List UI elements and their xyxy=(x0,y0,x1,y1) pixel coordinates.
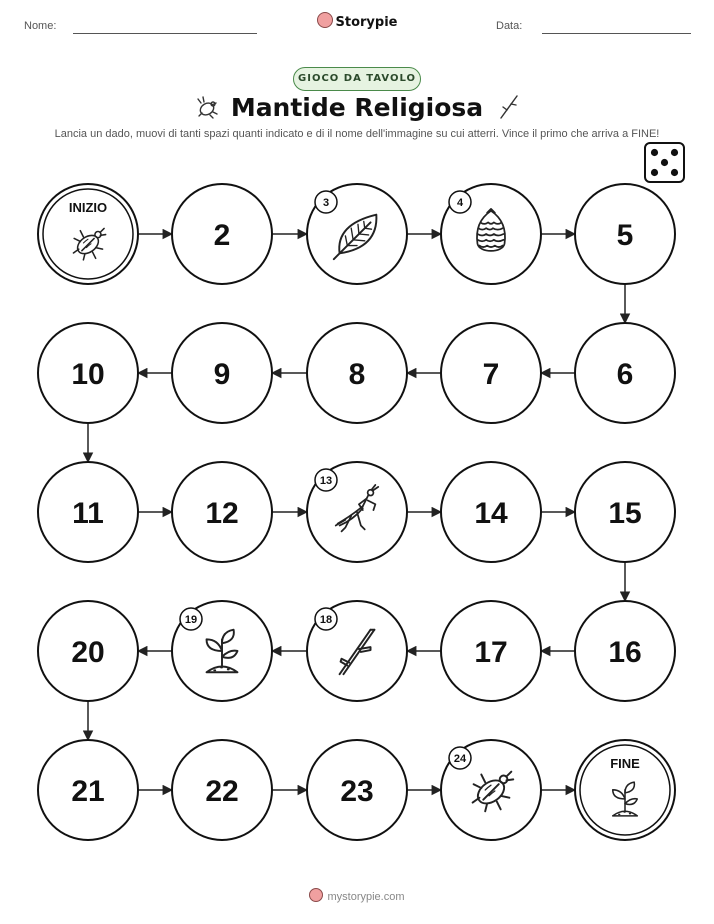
page-title-text: Mantide Religiosa xyxy=(230,93,484,122)
dice-pip xyxy=(671,149,678,156)
space-number: 8 xyxy=(348,358,366,391)
footer-link[interactable]: mystorypie.com xyxy=(327,891,405,903)
board-space-12[interactable] xyxy=(172,462,272,562)
space-number: 18 xyxy=(319,614,333,626)
board-space-16[interactable] xyxy=(575,601,675,701)
board-space-10[interactable] xyxy=(38,323,138,423)
space-number: 24 xyxy=(453,753,467,765)
board-space-17[interactable] xyxy=(441,601,541,701)
board-space-22[interactable] xyxy=(172,740,272,840)
dice-pip xyxy=(651,169,658,176)
space-number: 17 xyxy=(474,636,508,669)
board-space-5[interactable] xyxy=(575,184,675,284)
board-space-13[interactable] xyxy=(307,462,407,562)
space-number: 9 xyxy=(213,358,231,391)
space-number: 11 xyxy=(72,497,104,530)
space-number: 6 xyxy=(616,358,634,391)
board-space-18[interactable] xyxy=(307,601,407,701)
board-space-3[interactable] xyxy=(307,184,407,284)
space-number: 20 xyxy=(71,636,105,669)
board-space-11[interactable] xyxy=(38,462,138,562)
board-space-20[interactable] xyxy=(38,601,138,701)
space-number: 12 xyxy=(205,497,239,530)
board-space-4[interactable] xyxy=(441,184,541,284)
finish-space[interactable] xyxy=(575,740,675,840)
board-space-19[interactable] xyxy=(172,601,272,701)
dice-icon[interactable] xyxy=(645,143,684,182)
board-space-14[interactable] xyxy=(441,462,541,562)
space-number: 21 xyxy=(71,775,105,808)
board-space-8[interactable] xyxy=(307,323,407,423)
board-space-7[interactable] xyxy=(441,323,541,423)
board-space-15[interactable] xyxy=(575,462,675,562)
space-number: 4 xyxy=(456,197,464,209)
category-badge: GIOCO DA TAVOLO xyxy=(293,67,421,91)
space-number: 15 xyxy=(608,497,642,530)
brand-name: Storypie xyxy=(335,15,398,30)
board-space-2[interactable] xyxy=(172,184,272,284)
dice-pip xyxy=(651,149,658,156)
board-spaces xyxy=(38,184,675,840)
board-space-6[interactable] xyxy=(575,323,675,423)
finish-label: FINE xyxy=(610,756,640,771)
space-number: 7 xyxy=(482,358,500,391)
board-space-23[interactable] xyxy=(307,740,407,840)
dice-pip xyxy=(671,169,678,176)
space-number: 19 xyxy=(184,614,198,626)
board-space-24[interactable] xyxy=(441,740,541,840)
space-number: 10 xyxy=(71,358,105,391)
dice-pip xyxy=(661,159,668,166)
board-space-21[interactable] xyxy=(38,740,138,840)
board-space-9[interactable] xyxy=(172,323,272,423)
space-number: 23 xyxy=(340,775,374,808)
date-label: Data: xyxy=(496,20,523,32)
space-number: 22 xyxy=(205,775,239,808)
space-number: 14 xyxy=(474,497,508,530)
space-number: 3 xyxy=(322,197,330,209)
name-label: Nome: xyxy=(24,20,57,32)
space-number: 5 xyxy=(616,219,634,252)
start-space[interactable] xyxy=(38,184,138,284)
bear-logo-icon xyxy=(309,888,323,902)
space-number: 16 xyxy=(608,636,642,669)
space-number: 2 xyxy=(213,219,231,252)
instructions: Lancia un dado, muovi di tanti spazi quanti indicato e di il nome dell'immagine su cui atterri. Vince il primo che arriva a FINE! xyxy=(54,128,660,140)
space-number: 13 xyxy=(319,475,333,487)
footer xyxy=(0,888,714,903)
start-label: INIZIO xyxy=(68,200,108,215)
